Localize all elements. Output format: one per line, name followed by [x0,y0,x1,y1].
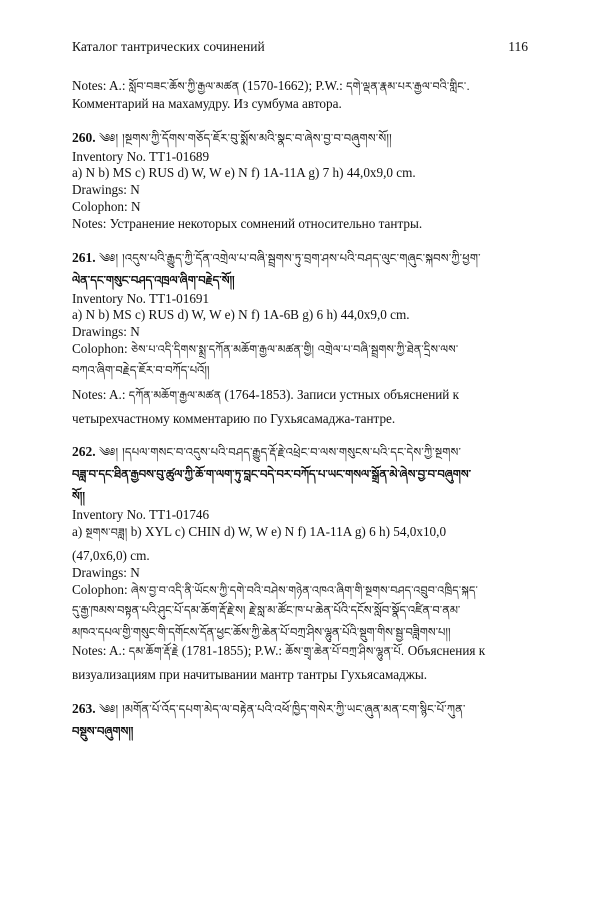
notes-text: Объяснения к [404,643,486,659]
entry-heading [72,698,528,742]
colophon-label: Colophon: [72,340,131,356]
drawings-field: Drawings: N [72,324,140,340]
tibetan-title-line: ལེན་དང་གསུང་བཤད་འཁྲལ་ཞིག་བརྗེད་སོ།། [72,272,235,287]
entry-number: 261. [72,249,96,265]
tibetan-place: དགེ་ལྡན་རྣམ་པར་རྒྱལ་བའི་གླིང་. [346,80,471,93]
page-header [72,38,528,56]
inventory-number: Inventory No. TT1-01746 [72,507,210,523]
entry-heading [72,127,528,149]
tibetan-title-line: ༄༅། །སྔགས་ཀྱི་དོགས་གཅོད་ཇོར་བུ་སྨོས་མའི་སྣང་བ་ཞེས་བྱ་བ་བཞུགས་སོ།། [99,130,392,145]
notes-text-cont: четырехчастному комментарию по Гухьясамаджа-тантре. [72,410,396,426]
drawings-field: Drawings: N [72,564,140,580]
entry-number: 262. [72,444,96,460]
codes-text: b) XYL c) CHIN d) W, W e) N f) 1A-11A g) 6 h) 54,0x10,0 [127,524,447,540]
notes-field [72,643,528,661]
page-number: 116 [508,39,528,54]
notes-field: Notes: Устранение некоторых сомнений относительно тантры. [72,215,423,231]
running-title: Каталог тантрических сочинений [72,39,265,54]
entry-number: 263. [72,700,96,716]
tibetan-title-line: བཟླ་བ་དང་ཐིན་རྒྱབས་བུ་ཚུལ་ཀྱི་ཆོ་ག་ལག་ཏུ་བླང་བདེ་བར་བཀོད་པ་ཡང་གསལ་སྒྲོན་མེ་ཞེས་བྱ་བ་བཞུགས་ [72,467,472,482]
entry-codes: a) N b) MS c) RUS d) W, W e) N f) 1A-11A g) 7 h) 44,0x9,0 cm. [72,165,416,181]
entry-codes-cont: (47,0x6,0) cm. [72,547,150,563]
tibetan-author: སློབ་བཟང་ཆོས་ཀྱི་རྒྱལ་མཚན [128,80,240,93]
colophon-tibetan: ཅེས་པ་འདི་དིགས་སྨྲ་དཀོན་མཆོག་རྒྱལ་མཚན་གྱི། འགྲེལ་པ་བཞི་སྦྲགས་ཀྱི་ཐེན་དྲིས་ལས་ [130,342,459,356]
catalog-entry-262 [72,441,528,684]
colophon-tibetan: དུ་རྒྱ་ཁམས་བསྟན་པའི་ཤུང་པོ་དམ་ཆོག་རྡོ་རྗེ་ས། རྗེ་སླ་མ་ཚོང་ཁ་པ་ཆེན་པོའི་དངོས་སློབ་སྣོད་འཛིན་བ་ནམ་ [72,603,461,618]
notes-line [72,78,528,96]
colophon-field: Colophon: N [72,198,141,214]
tibetan-author: དཀོན་མཆོག་རྒྱལ་མཚན [128,388,222,402]
entry-codes: a) N b) MS c) RUS d) W, W e) N f) 1A-6B g) 6 h) 44,0x9,0 cm. [72,307,410,323]
top-notes [72,78,528,113]
drawings-field: Drawings: N [72,182,140,198]
tibetan-place: ཆོས་གྲྭ་ཆེན་པོ་བཀྲ་ཤིས་ལྷུན་པོ. [285,645,405,659]
tibetan-author: དམ་ཆོག་རྡོ་རྗེ [128,645,179,659]
notes-years: (1781-1855); P.W.: [178,643,286,659]
notes-years: (1570-1662); P.W.: [239,78,347,93]
colophon-field [72,341,528,381]
notes-description: Комментарий на махамудру. Из сумбума автора. [72,95,342,111]
notes-field [72,387,528,405]
catalog-entry-260 [72,127,528,233]
notes-label: Notes: A.: [72,78,129,93]
colophon-tibetan: ཞེས་བྱ་བ་འདི་ནི་ཡོངས་ཀྱི་དགེ་བའི་བཤེས་གཉེན་འཁའ་ཞིག་གི་སྔགས་བཤད་འབྲུབ་འཁྲིད་སྐད་ [130,583,479,597]
colophon-label: Colophon: [72,581,131,597]
colophon-tibetan: མཁའ་དཔལ་གྱི་གསུང་གི་དགོངས་དོན་ཕྱང་ཆོས་ཀྱི་ཆེན་པོ་བཀྲ་ཤིས་ལྷུན་པོའི་སྡུག་གིས་སྦྱ་བཟླིགས་པ།། [72,625,451,640]
entry-heading [72,247,528,291]
notes-text-cont: визуализациям при начитывании мантр тантры Гухьясамаджы. [72,667,428,683]
notes-text: (1764-1853). Записи устных объяснений к [221,386,460,402]
colophon-tibetan: བཀའ་ཞིག་བརྗེད་ཇོར་བ་བཀོད་པའོ།། [72,362,210,377]
codes-label: a) [72,524,86,540]
entry-heading [72,441,528,507]
colophon-field [72,582,528,644]
codes-tibetan: སྔགས་བཟླ། [85,526,128,540]
tibetan-title-line: བསྡུས་བཞུགས།། [72,723,134,738]
catalog-entry-263 [72,698,528,742]
tibetan-title-line: སོ།། [72,489,85,504]
inventory-number: Inventory No. TT1-01689 [72,148,210,164]
notes-label: Notes: A.: [72,643,129,659]
catalog-entry-261 [72,247,528,428]
tibetan-title-line: ༄༅། །འདུས་པའི་རྒྱུད་ཀྱི་དོན་འགྲེལ་པ་བཞི་སྦྲགས་ཏུ་བྲག་ཤས་པའི་བཤད་ལུང་གཞུང་སྐབས་ཀྱི་ཕྱག་ [99,250,481,265]
inventory-number: Inventory No. TT1-01691 [72,290,210,306]
tibetan-title-line: ༄༅། །མགོན་པོ་འོད་དཔག་མེད་ལ་བརྟེན་པའི་འཕོ་ཁྱིད་གསེར་ཀྱི་ཡང་ཞུན་མན་ངག་སྙིང་པོ་ཀུན་ [99,701,466,716]
notes-label: Notes: A.: [72,386,129,402]
tibetan-title-line: ༄༅། །དཔལ་གསང་བ་འདུས་པའི་བཤད་རྒྱུད་རྡོ་རྗེ་འཕྲེང་བ་ལས་གསུངས་པའི་དང་དེས་ཀྱི་སྔགས་ [99,445,462,460]
entry-number: 260. [72,129,96,145]
entry-codes [72,524,528,542]
